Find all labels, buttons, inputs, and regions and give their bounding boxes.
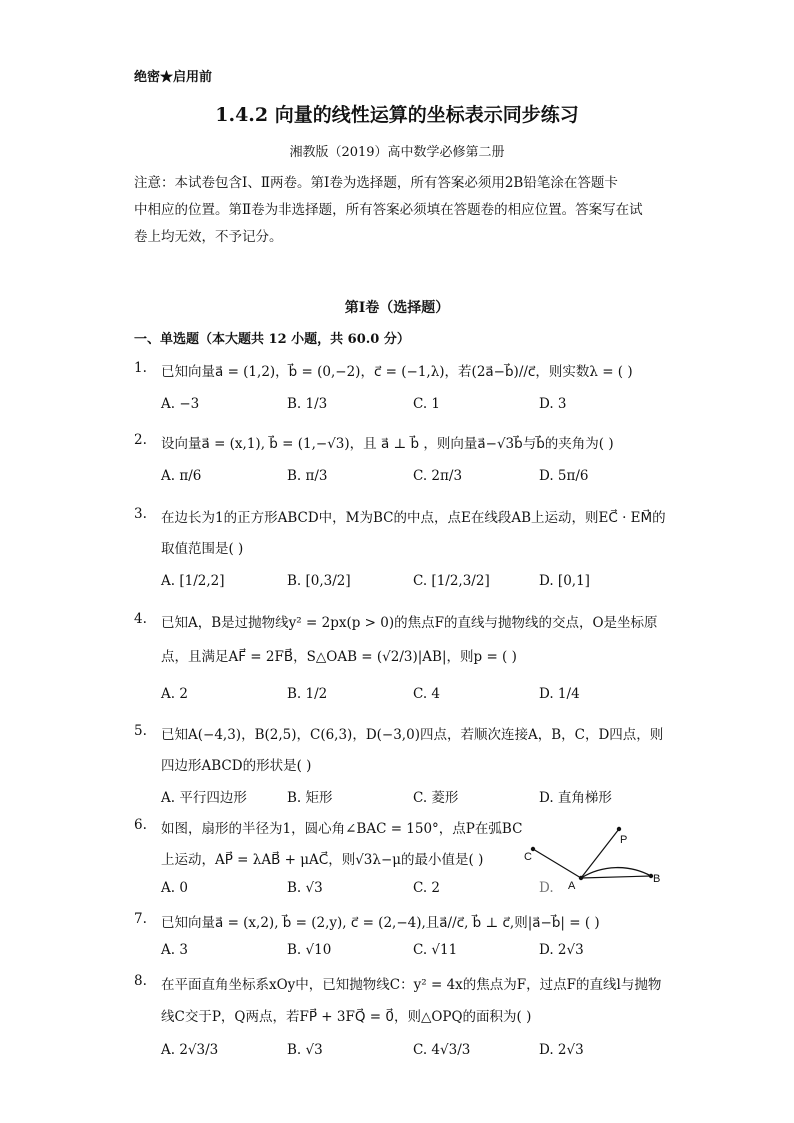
option-b: B. π/3 xyxy=(287,468,328,484)
point-p xyxy=(617,827,621,831)
question-text: 线C交于P，Q两点，若FP⃗ + 3FQ⃗ = 0⃗，则△OPQ的面积为( ) xyxy=(161,1009,532,1025)
option-a: A. [1/2,2] xyxy=(161,573,225,589)
question-text: 在边长为1的正方形ABCD中，M为BC的中点，点E在线段AB上运动，则EC⃗ · EM⃗的 xyxy=(161,510,666,526)
question-number: 6. xyxy=(134,817,147,833)
notice xyxy=(134,170,664,251)
volume-title: 第Ⅰ卷（选择题） xyxy=(344,300,450,316)
page-subtitle: 湘教版（2019）高中数学必修第二册 xyxy=(289,145,505,160)
option-c: C. 4 xyxy=(413,686,441,702)
question-text: 在平面直角坐标系xOy中，已知抛物线C：y² = 4x的焦点为F，过点F的直线l与抛物 xyxy=(161,977,662,993)
notice-line: 卷上均无效，不予记分。 xyxy=(134,229,283,245)
option-a: A. 3 xyxy=(161,942,188,958)
option-b: B. 1/3 xyxy=(287,396,328,412)
option-a: A. 2√3/3 xyxy=(161,1042,219,1058)
option-d: D. 3 xyxy=(539,396,567,412)
option-a: A. 0 xyxy=(161,880,188,896)
option-a: A. −3 xyxy=(161,396,200,412)
option-b: B. 1/2 xyxy=(287,686,328,702)
option-b: B. 矩形 xyxy=(287,790,333,806)
question-number: 1. xyxy=(134,360,147,376)
question-text: 设向量a⃗ = (x,1), b⃗ = (1,−√3)，且 a⃗ ⊥ b⃗ ，则向量a⃗−√3b⃗与b⃗的夹角为( ) xyxy=(161,436,614,452)
option-d: D. [0,1] xyxy=(539,573,590,589)
secret-label: 绝密★启用前 xyxy=(134,70,213,85)
question-text: 已知向量a⃗ = (x,2), b⃗ = (2,y), c⃗ = (2,−4),且a⃗//c⃗, b⃗ ⊥ c⃗,则|a⃗−b⃗| = ( ) xyxy=(161,915,600,931)
option-d: D. 1/4 xyxy=(539,686,580,702)
option-d: D. 直角梯形 xyxy=(539,790,612,806)
option-c: C. 1 xyxy=(413,396,441,412)
option-b: B. √3 xyxy=(287,880,323,896)
question-text: 四边形ABCD的形状是( ) xyxy=(161,758,312,774)
question-number: 8. xyxy=(134,973,147,989)
option-d: D. 2√3 xyxy=(539,1042,584,1058)
option-a: A. π/6 xyxy=(161,468,202,484)
option-b: B. √10 xyxy=(287,942,332,958)
question-number: 5. xyxy=(134,723,147,739)
option-d: D. xyxy=(539,880,554,896)
section-title: 一、单选题（本大题共 12 小题，共 60.0 分） xyxy=(134,332,410,347)
question-text: 已知向量a⃗ = (1,2)，b⃗ = (0,−2)，c⃗ = (−1,λ)，若(2a⃗−b⃗)//c⃗，则实数λ = ( ) xyxy=(161,364,633,380)
option-d: D. 2√3 xyxy=(539,942,584,958)
question-number: 2. xyxy=(134,432,147,448)
point-a xyxy=(579,876,583,880)
option-c: C. 菱形 xyxy=(413,790,459,806)
segment-ac xyxy=(533,849,581,878)
segment-ab xyxy=(581,876,651,878)
question-text: 已知A，B是过抛物线y² = 2px(p > 0)的焦点F的直线与抛物线的交点，O是坐标原 xyxy=(161,615,658,631)
question-text: 上运动，AP⃗ = λAB⃗ + μAC⃗，则√3λ−μ的最小值是( ) xyxy=(161,852,484,868)
question-number: 3. xyxy=(134,506,147,522)
label-b: B xyxy=(653,873,661,885)
label-p: P xyxy=(620,834,628,846)
option-b: B. [0,3/2] xyxy=(287,573,351,589)
option-c: C. 2π/3 xyxy=(413,468,463,484)
option-c: C. 4√3/3 xyxy=(413,1042,471,1058)
option-c: C. √11 xyxy=(413,942,458,958)
sector-figure xyxy=(520,812,670,892)
label-c: C xyxy=(524,851,532,863)
option-c: C. [1/2,3/2] xyxy=(413,573,490,589)
question-number: 4. xyxy=(134,611,147,627)
question-text: 如图，扇形的半径为1，圆心角∠BAC = 150°，点P在弧BC xyxy=(161,821,523,837)
option-c: C. 2 xyxy=(413,880,441,896)
page-title: 1.4.2 向量的线性运算的坐标表示同步练习 xyxy=(215,104,579,126)
question-text: 已知A(−4,3)，B(2,5)，C(6,3)，D(−3,0)四点，若顺次连接A，B，C，D四点，则 xyxy=(161,727,664,743)
segment-ap xyxy=(581,829,619,878)
question-text: 取值范围是( ) xyxy=(161,541,244,557)
option-d: D. 5π/6 xyxy=(539,468,589,484)
notice-line: 注意：本试卷包含Ⅰ、Ⅱ两卷。第Ⅰ卷为选择题，所有答案必须用2B铅笔涂在答题卡 xyxy=(134,175,618,191)
notice-line: 中相应的位置。第Ⅱ卷为非选择题，所有答案必须填在答题卷的相应位置。答案写在试 xyxy=(134,202,643,218)
option-b: B. √3 xyxy=(287,1042,323,1058)
question-text: 点，且满足AF⃗ = 2FB⃗，S△OAB = (√2/3)|AB|，则p = ( ) xyxy=(161,649,517,665)
label-a: A xyxy=(568,880,576,892)
question-number: 7. xyxy=(134,911,147,927)
option-a: A. 2 xyxy=(161,686,188,702)
option-a: A. 平行四边形 xyxy=(161,790,247,806)
